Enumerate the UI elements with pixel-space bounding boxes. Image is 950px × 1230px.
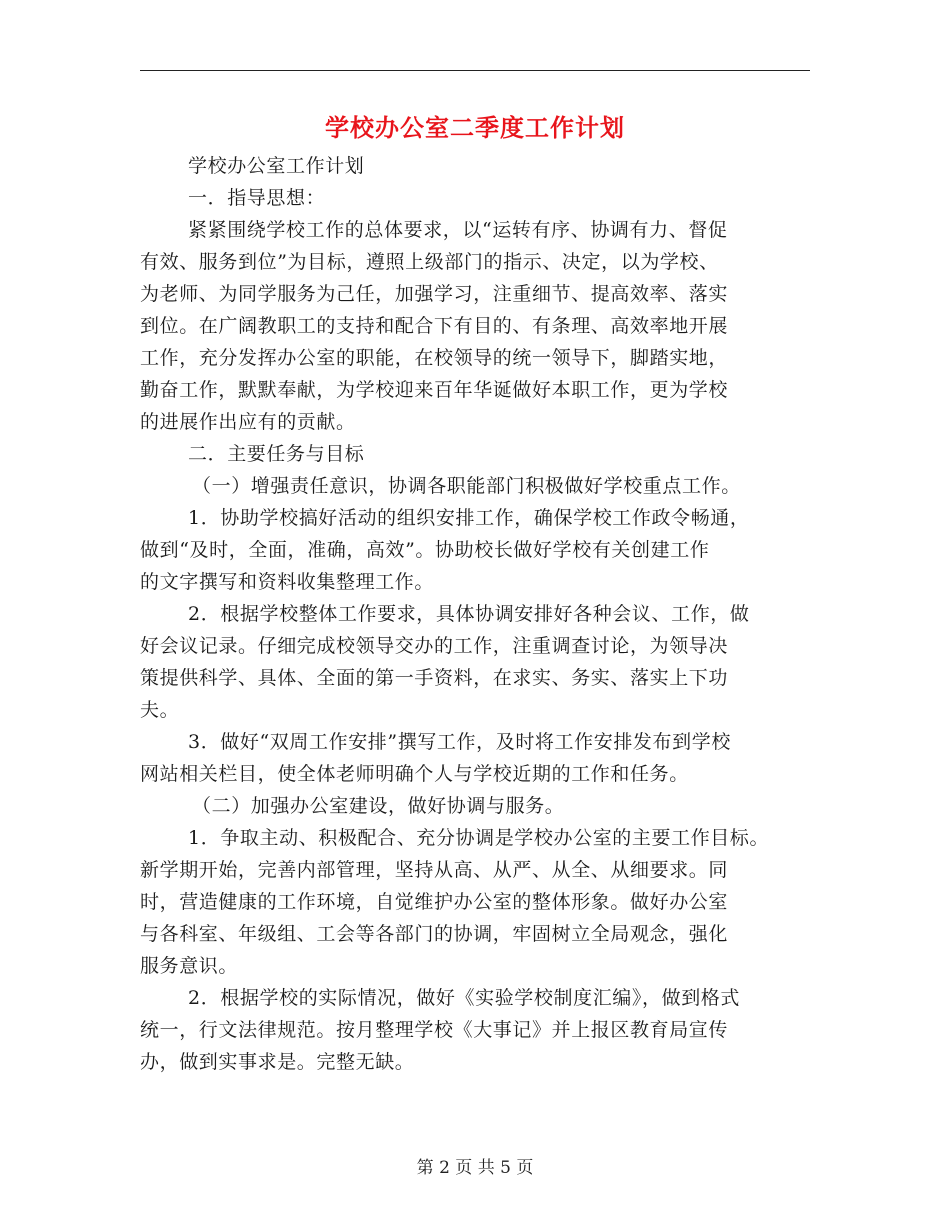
paragraph-line: 做到“及时，全面，准确，高效”。协助校长做好学校有关创建工作 (140, 539, 710, 561)
list-item (140, 822, 830, 982)
paragraph-line: 办，做到实事求是。完整无缺。 (140, 1051, 415, 1073)
paragraph-line: 夫。 (140, 699, 180, 721)
paragraph-line: 网站相关栏目，使全体老师明确个人与学校近期的工作和任务。 (140, 763, 689, 785)
paragraph-line: 的文字撰写和资料收集整理工作。 (140, 571, 435, 593)
paragraph-line: 勤奋工作，默默奉献，为学校迎来百年华诞做好本职工作，更为学校 (140, 379, 729, 401)
subsection-heading: （二）加强办公室建设，做好协调与服务。 (192, 795, 565, 817)
header-rule (140, 70, 810, 71)
section-heading: 一．指导思想： (188, 187, 326, 209)
paragraph-line: 有效、服务到位”为目标，遵照上级部门的指示、决定，以为学校、 (140, 251, 719, 273)
paragraph-line: 紧紧围绕学校工作的总体要求，以“运转有序、协调有力、督促 (188, 219, 728, 241)
paragraph-line: 2．根据学校整体工作要求，具体协调安排好各种会议、工作，做 (188, 603, 750, 625)
paragraph-line: 服务意识。 (140, 955, 239, 977)
paragraph-line: 为老师、为同学服务为己任，加强学习，注重细节、提高效率、落实 (140, 283, 729, 305)
subsection-heading: （一）增强责任意识，协调各职能部门积极做好学校重点工作。 (192, 475, 741, 497)
list-item (140, 502, 830, 598)
document-title: 学校办公室二季度工作计划 (325, 114, 625, 142)
document-subtitle: 学校办公室工作计划 (188, 155, 365, 177)
paragraph-line: 新学期开始，完善内部管理，坚持从高、从严、从全、从细要求。同 (140, 859, 729, 881)
list-item (140, 726, 830, 790)
paragraph-line: 2．根据学校的实际情况，做好《实验学校制度汇编》，做到格式 (188, 987, 740, 1009)
paragraph-line: 的进展作出应有的贡献。 (140, 411, 356, 433)
paragraph-line: 与各科室、年级组、工会等各部门的协调，牢固树立全局观念，强化 (140, 923, 729, 945)
list-item (140, 982, 830, 1078)
paragraph-line: 好会议记录。仔细完成校领导交办的工作，注重调查讨论，为领导决 (140, 635, 729, 657)
paragraph-line: 1．协助学校搞好活动的组织安排工作，确保学校工作政令畅通， (188, 507, 750, 529)
paragraph-line: 统一，行文法律规范。按月整理学校《大事记》并上报区教育局宣传 (140, 1019, 729, 1041)
section-heading: 二．主要任务与目标 (188, 443, 365, 465)
paragraph-line: 工作，充分发挥办公室的职能，在校领导的统一领导下，脚踏实地， (140, 347, 729, 369)
page-number: 第 2 页 共 5 页 (416, 1158, 534, 1178)
paragraph-line: 时，营造健康的工作环境，自觉维护办公室的整体形象。做好办公室 (140, 891, 729, 913)
paragraph-line: 策提供科学、具体、全面的第一手资料，在求实、务实、落实上下功 (140, 667, 729, 689)
document-body (140, 150, 830, 1078)
paragraph-guiding-thought (140, 214, 830, 438)
paragraph-line: 到位。在广阔教职工的支持和配合下有目的、有条理、高效率地开展 (140, 315, 729, 337)
paragraph-line: 1．争取主动、积极配合、充分协调是学校办公室的主要工作目标。 (188, 827, 770, 849)
list-item (140, 598, 830, 726)
paragraph-line: 3．做好“双周工作安排”撰写工作，及时将工作安排发布到学校 (188, 731, 731, 753)
